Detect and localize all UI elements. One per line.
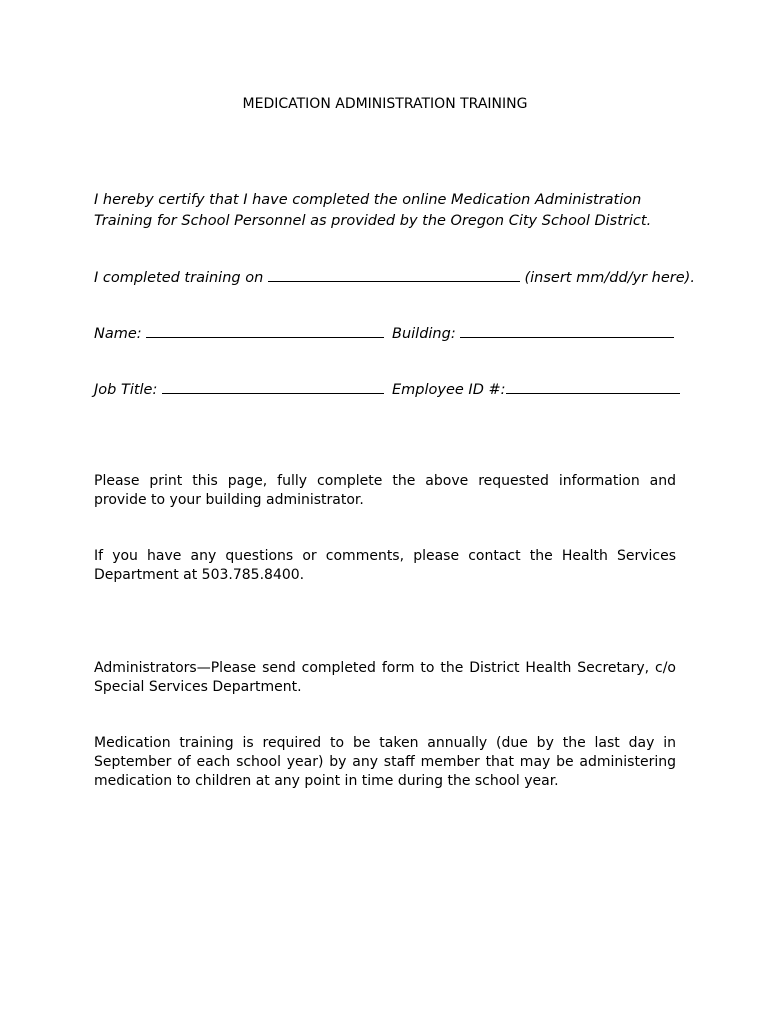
training-date-field[interactable] — [268, 266, 520, 282]
employee-id-label: Employee ID #: — [392, 382, 506, 398]
administrator-instructions: Administrators—Please send completed form to the District Health Secretary, c/o Special Services Department. — [94, 660, 676, 695]
employee-id-field[interactable] — [506, 378, 680, 394]
employee-id-group — [392, 378, 680, 400]
job-title-label: Job Title: — [94, 382, 158, 398]
building-field[interactable] — [460, 322, 674, 338]
name-group — [94, 322, 384, 344]
building-group — [392, 322, 674, 344]
annual-requirement-note: Medication training is required to be taken annually (due by the last day in September of each school year) by any staff member that may be administering medication to children at any point in time during the school year. — [94, 735, 676, 789]
training-date-label: I completed training on — [94, 270, 264, 286]
name-label: Name: — [94, 326, 142, 342]
job-title-group — [94, 378, 384, 400]
training-date-row — [94, 266, 695, 288]
job-title-field[interactable] — [162, 378, 384, 394]
page-title: MEDICATION ADMINISTRATION TRAINING — [242, 96, 528, 112]
training-date-hint: (insert mm/dd/yr here). — [524, 270, 695, 286]
building-label: Building: — [392, 326, 456, 342]
contact-instructions: If you have any questions or comments, please contact the Health Services Department at 503.785.8400. — [94, 548, 676, 583]
certification-statement: I hereby certify that I have completed the online Medication Administration Training for School Personnel as provided by the Oregon City School District. — [94, 192, 652, 229]
name-field[interactable] — [146, 322, 384, 338]
print-instructions: Please print this page, fully complete the above requested information and provide to your building administrator. — [94, 473, 676, 508]
